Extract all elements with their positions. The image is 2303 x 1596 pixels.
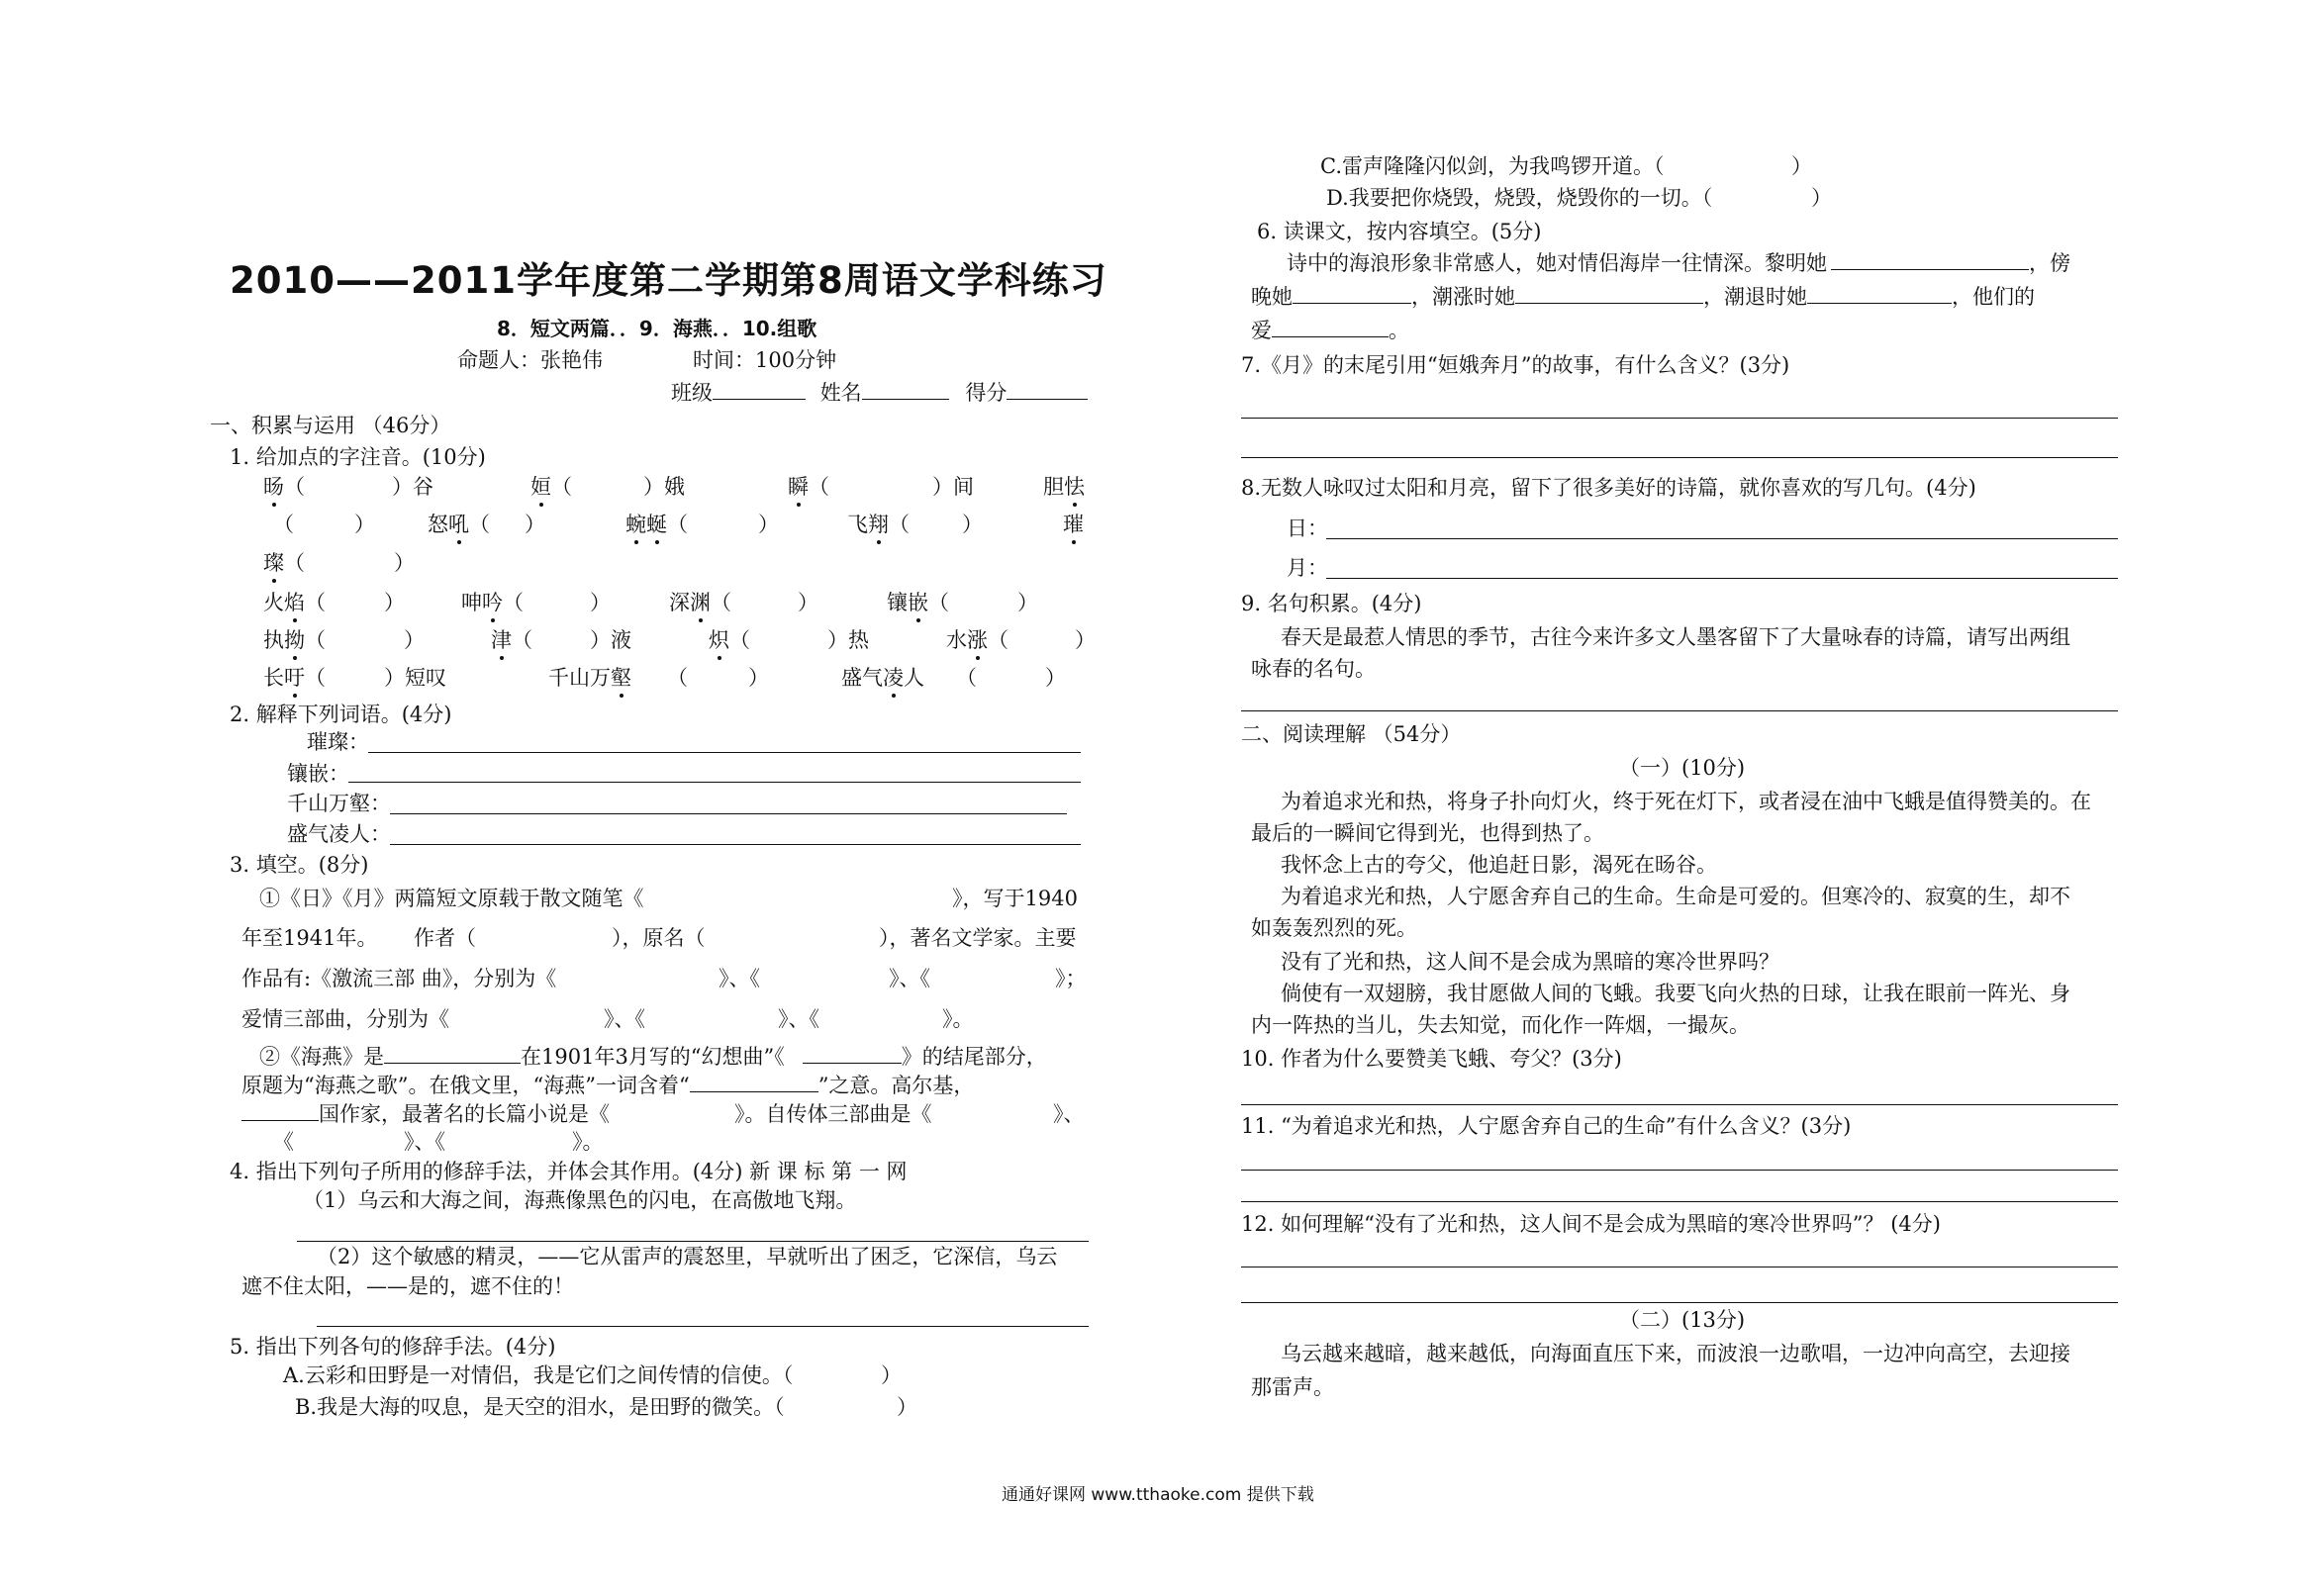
score-label: 得分 xyxy=(965,381,1008,405)
q4-answer-line-2[interactable] xyxy=(317,1326,1089,1327)
q2-word-3: 千山万壑： xyxy=(287,792,391,815)
q5-item-a: A.云彩和田野是一对情侣，我是它们之间传情的信使。（ xyxy=(283,1363,794,1387)
q2-word-2: 镶嵌： xyxy=(287,762,349,786)
q3-line-7b: 》。自传体三部曲是《 xyxy=(734,1102,932,1126)
class-field[interactable] xyxy=(713,381,806,400)
q11-answer-line-1[interactable] xyxy=(1241,1170,2118,1171)
q4-answer-line-1[interactable] xyxy=(297,1241,1089,1242)
q6-line-1: 诗中的海浪形象非常感人，她对情侣海岸一往情深。黎明她 ，傍 xyxy=(1287,251,2070,275)
question-8: 8.无数人咏叹过太阳和月亮，留下了很多美好的诗篇，就你喜欢的写几句。(4分) xyxy=(1241,476,1976,500)
question-6: 6. 读课文，按内容填空。(5分) xyxy=(1257,220,1542,243)
passage-1-line-2: 最后的一瞬间它得到光，也得到热了。 xyxy=(1251,821,1604,845)
section-1-heading: 一、积累与运用 （46分） xyxy=(210,414,451,437)
q3-line-7: 国作家，最著名的长篇小说是《 xyxy=(241,1102,610,1127)
q12-answer-line-2[interactable] xyxy=(1241,1302,2118,1303)
q3-blank-country[interactable] xyxy=(241,1102,319,1121)
q5-item-c-close: ） xyxy=(1791,154,1812,178)
q4-sentence-2a: （2）这个敏感的精灵，——它从雷声的震怒里，早就听出了困乏，它深信，乌云 xyxy=(317,1245,1058,1268)
q6-blank-dawn[interactable] xyxy=(1831,251,2029,270)
page-title: 2010——2011学年度第二学期第8周语文学科练习 xyxy=(230,259,1107,302)
q2-answer-line-1[interactable] xyxy=(368,752,1081,753)
q5-item-c: C.雷声隆隆闪似剑，为我鸣锣开道。（ xyxy=(1320,154,1665,178)
q4-sentence-2b: 遮不住太阳，——是的，遮不住的！ xyxy=(241,1274,574,1298)
q3-line-4c: 》、《 xyxy=(778,1007,819,1031)
q3-line-2d: ），著名文学家。主要 xyxy=(879,926,1077,950)
q5-item-d: D.我要把你烧毁，烧毁，烧毁你的一切。（ xyxy=(1326,186,1713,210)
q5-item-a-close: ） xyxy=(881,1363,902,1387)
passage-2-line-1: 乌云越来越暗，越来越低，向海面直压下来，而波浪一边歌唱，一边冲向高空，去迎接 xyxy=(1281,1342,2070,1365)
passage-1-line-8: 内一阵热的当儿，失去知觉，而化作一阵烟，一撮灰。 xyxy=(1251,1013,1750,1037)
q2-answer-line-2[interactable] xyxy=(348,782,1081,783)
question-5: 5. 指出下列各句的修辞手法。(4分) xyxy=(230,1335,556,1359)
q3-blank-author[interactable] xyxy=(384,1045,521,1064)
q3-line-3a: 作品有:《激流三部 曲》，分别为《 xyxy=(241,967,557,990)
question-4: 4. 指出下列句子所用的修辞手法，并体会其作用。(4分) 新 课 标 第 一 网 xyxy=(230,1160,908,1183)
q8-sun-line[interactable] xyxy=(1326,538,2118,539)
q6-blank-dusk[interactable] xyxy=(1293,285,1411,304)
passage-1-line-7: 倘使有一双翅膀，我甘愿做人间的飞蛾。我要飞向火热的日球，让我在眼前一阵光、身 xyxy=(1281,982,2070,1005)
section-2-heading: 二、阅读理解 （54分） xyxy=(1241,722,1462,746)
q2-answer-line-3[interactable] xyxy=(390,813,1067,814)
passage-1-line-1: 为着追求光和热，将身子扑向灯火，终于死在灯下，或者浸在油中飞蛾是值得赞美的。在 xyxy=(1281,790,2091,813)
q7-answer-line-1[interactable] xyxy=(1241,418,2118,419)
page-subtitle: 8．短文两篇．．9．海燕．．10.组歌 xyxy=(497,317,817,340)
class-label: 班级 xyxy=(671,381,713,405)
q3-blank-fantasy[interactable] xyxy=(803,1045,902,1064)
q3-line-1b: 》，写于1940 xyxy=(952,887,1078,910)
q2-word-1: 璀璨： xyxy=(307,730,369,754)
q6-blank-love[interactable] xyxy=(1272,319,1389,337)
q5-item-b: B.我是大海的叹息，是天空的泪水，是田野的微笑。（ xyxy=(295,1395,785,1419)
author-line xyxy=(457,348,603,373)
part-1-heading: （一）(10分) xyxy=(1619,756,1746,780)
q5-item-b-close: ） xyxy=(897,1395,917,1419)
passage-1-line-4: 为着追求光和热，人宁愿舍弃自己的生命。生命是可爱的。但寒冷的、寂寞的生，却不 xyxy=(1281,885,2070,908)
q3-line-6: 原题为“海燕之歌”。在俄文里，“海燕”一词含着“ ”之意。高尔基， xyxy=(241,1074,975,1097)
q4-sentence-1: （1）乌云和大海之间，海燕像黑色的闪电，在高傲地飞翔。 xyxy=(303,1188,857,1212)
q3-line-5: ②《海燕》是 在1901年3月写的“幻想曲”《 》的结尾部分， xyxy=(259,1045,1047,1069)
q2-word-4: 盛气凌人： xyxy=(287,822,391,846)
question-11: 11. “为着追求光和热，人宁愿舍弃自己的生命”有什么含义？(3分) xyxy=(1241,1114,1852,1138)
passage-1-line-3: 我怀念上古的夸父，他追赶日影，渴死在旸谷。 xyxy=(1281,853,1717,877)
q6-blank-tide-down[interactable] xyxy=(1807,285,1952,304)
q7-answer-line-2[interactable] xyxy=(1241,457,2118,458)
q3-line-2b: 作者（ xyxy=(414,926,476,950)
q3-line-3b: 》、《 xyxy=(719,967,760,990)
q3-line-8a: 《 xyxy=(273,1130,294,1154)
q3-line-3d: 》； xyxy=(1055,967,1087,990)
q2-answer-line-4[interactable] xyxy=(390,844,1081,845)
question-10: 10. 作者为什么要赞美飞蛾、夸父？(3分) xyxy=(1241,1047,1622,1071)
q3-blank-meaning[interactable] xyxy=(690,1074,818,1092)
question-1: 1. 给加点的字注音。(10分) xyxy=(230,445,486,469)
part-2-heading: （二）(13分) xyxy=(1619,1308,1746,1332)
q6-blank-tide-up[interactable] xyxy=(1515,285,1703,304)
q3-line-2c: ），原名（ xyxy=(612,926,706,950)
q3-line-4d: 》。 xyxy=(942,1007,974,1031)
q9-answer-line[interactable] xyxy=(1241,710,2118,711)
q3-line-7c: 》、 xyxy=(1053,1102,1085,1126)
q3-line-8b: 》、《 xyxy=(404,1130,445,1154)
question-3: 3. 填空。(8分) xyxy=(230,853,369,877)
q3-line-2a: 年至1941年。 xyxy=(241,926,378,950)
q8-moon-line[interactable] xyxy=(1326,578,2118,579)
q3-line-8c: 》。 xyxy=(572,1130,604,1154)
q3-line-4a: 爱情三部曲，分别为《 xyxy=(241,1007,449,1031)
q9-line-1: 春天是最惹人情思的季节，古往今来许多文人墨客留下了大量咏春的诗篇，请写出两组 xyxy=(1281,625,2070,649)
author-label: 命题人：张艳伟 xyxy=(457,348,603,372)
q6-line-3: 爱 。 xyxy=(1251,319,1409,342)
q8-moon-label: 月： xyxy=(1287,556,1328,580)
name-label: 姓名 xyxy=(819,381,862,405)
q8-sun-label: 日： xyxy=(1287,516,1328,540)
passage-1-line-5: 如轰轰烈烈的死。 xyxy=(1251,916,1417,940)
time-line: 时间：100分钟 xyxy=(693,348,837,372)
student-info-line xyxy=(671,381,1088,406)
question-7: 7.《月》的末尾引用“姮娥奔月”的故事，有什么含义？(3分) xyxy=(1241,353,1790,377)
question-2: 2. 解释下列词语。(4分) xyxy=(230,703,452,726)
q11-answer-line-2[interactable] xyxy=(1241,1201,2118,1202)
q10-answer-line[interactable] xyxy=(1241,1104,2118,1105)
q3-line-3c: 》、《 xyxy=(889,967,930,990)
q9-line-2: 咏春的名句。 xyxy=(1251,657,1376,681)
q6-line-2: 晚她 ，潮涨时她 ，潮退时她 ，他们的 xyxy=(1251,285,2035,309)
q3-line-4b: 》、《 xyxy=(604,1007,645,1031)
passage-1-line-6: 没有了光和热，这人间不是会成为黑暗的寒冷世界吗？ xyxy=(1281,950,1779,974)
name-field[interactable] xyxy=(862,381,949,400)
score-field[interactable] xyxy=(1007,381,1088,400)
footer-credit: 通通好课网 www.tthaoke.com 提供下载 xyxy=(1002,1485,1314,1505)
q3-line-1a: ①《日》《月》两篇短文原载于散文随笔《 xyxy=(259,887,644,910)
q5-item-d-close: ） xyxy=(1811,186,1832,210)
question-9: 9. 名句积累。(4分) xyxy=(1241,592,1422,615)
passage-2-line-2: 那雷声。 xyxy=(1251,1375,1334,1399)
question-12: 12. 如何理解“没有了光和热，这人间不是会成为黑暗的寒冷世界吗”？ (4分) xyxy=(1241,1212,1941,1236)
